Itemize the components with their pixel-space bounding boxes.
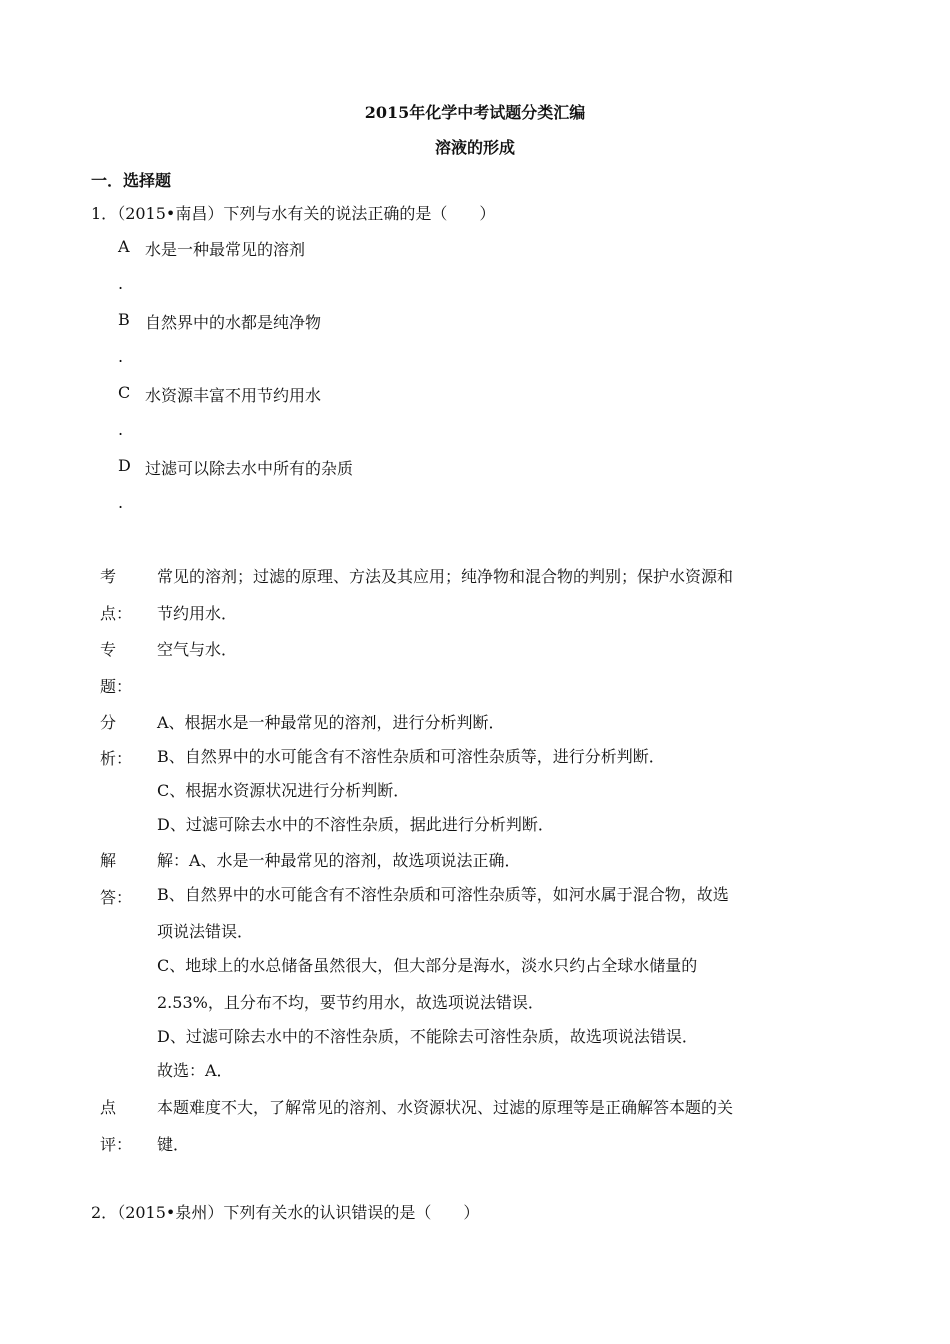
fenxi-label-2: 析： [100, 749, 133, 768]
dianping-line-1: 本题难度不大，了解常见的溶剂、水资源状况、过滤的原理等是正确解答本题的关 [157, 1098, 734, 1117]
option-a-letter: A [118, 237, 130, 256]
question-1 [91, 201, 495, 224]
kaodian-line-1: 常见的溶剂；过滤的原理、方法及其应用；纯净物和混合物的判别；保护水资源和 [157, 567, 734, 586]
fenxi-label-1: 分 [100, 713, 117, 732]
fenxi-line-2: B、自然界中的水可能含有不溶性杂质和可溶性杂质等，进行分析判断． [157, 747, 665, 766]
jieda-line-5: 2.53%，且分布不均，要节约用水，故选项说法错误． [157, 993, 544, 1012]
dianping-label-2: 评： [100, 1135, 133, 1154]
option-d-text: 过滤可以除去水中所有的杂质 [145, 459, 354, 478]
dianping-label-1: 点 [100, 1098, 117, 1117]
kaodian-label-2: 点： [100, 604, 133, 623]
dianping-line-2: 键． [157, 1135, 190, 1154]
document-subtitle: 溶液的形成 [434, 138, 515, 157]
question-number: 1． [91, 204, 118, 223]
option-c-dot: . [118, 420, 124, 439]
kaodian-line-2: 节约用水． [157, 604, 238, 623]
question-stem: （2015•泉州）下列有关水的认识错误的是（ ） [117, 1203, 480, 1222]
option-b-dot: . [118, 347, 124, 366]
jieda-label-2: 答： [100, 888, 133, 907]
jieda-line-2: B、自然界中的水可能含有不溶性杂质和可溶性杂质等，如河水属于混合物，故选 [157, 885, 729, 904]
fenxi-line-4: D、过滤可除去水中的不溶性杂质，据此进行分析判断． [157, 815, 554, 834]
jieda-line-6: D、过滤可除去水中的不溶性杂质，不能除去可溶性杂质，故选项说法错误． [157, 1027, 698, 1046]
document-title: 2015年化学中考试题分类汇编 [364, 103, 586, 122]
jieda-line-3: 项说法错误． [157, 922, 254, 941]
option-d-dot: . [118, 493, 124, 512]
question-2 [91, 1200, 479, 1223]
fenxi-line-3: C、根据水资源状况进行分析判断． [157, 781, 410, 800]
question-stem: （2015•南昌）下列与水有关的说法正确的是（ ） [117, 204, 496, 223]
fenxi-line-1: A、根据水是一种最常见的溶剂，进行分析判断． [157, 713, 505, 732]
option-a-dot: . [118, 274, 124, 293]
zhuanti-label-1: 专 [100, 640, 117, 659]
zhuanti-line-1: 空气与水． [157, 640, 238, 659]
jieda-line-4: C、地球上的水总储备虽然很大，但大部分是海水，淡水只约占全球水储量的 [157, 956, 698, 975]
zhuanti-label-2: 题： [100, 677, 133, 696]
jieda-line-1: 解：A、水是一种最常见的溶剂，故选项说法正确． [157, 851, 521, 870]
jieda-label-1: 解 [100, 851, 117, 870]
jieda-line-7: 故选：A． [157, 1061, 233, 1080]
option-c-letter: C [118, 383, 131, 402]
option-c-text: 水资源丰富不用节约用水 [145, 386, 322, 405]
option-b-text: 自然界中的水都是纯净物 [145, 313, 322, 332]
kaodian-label-1: 考 [100, 567, 117, 586]
question-number: 2． [91, 1203, 118, 1222]
option-a-text: 水是一种最常见的溶剂 [145, 240, 306, 259]
option-d-letter: D [118, 456, 131, 475]
option-b-letter: B [118, 310, 130, 329]
section-heading: 一．选择题 [91, 171, 172, 190]
